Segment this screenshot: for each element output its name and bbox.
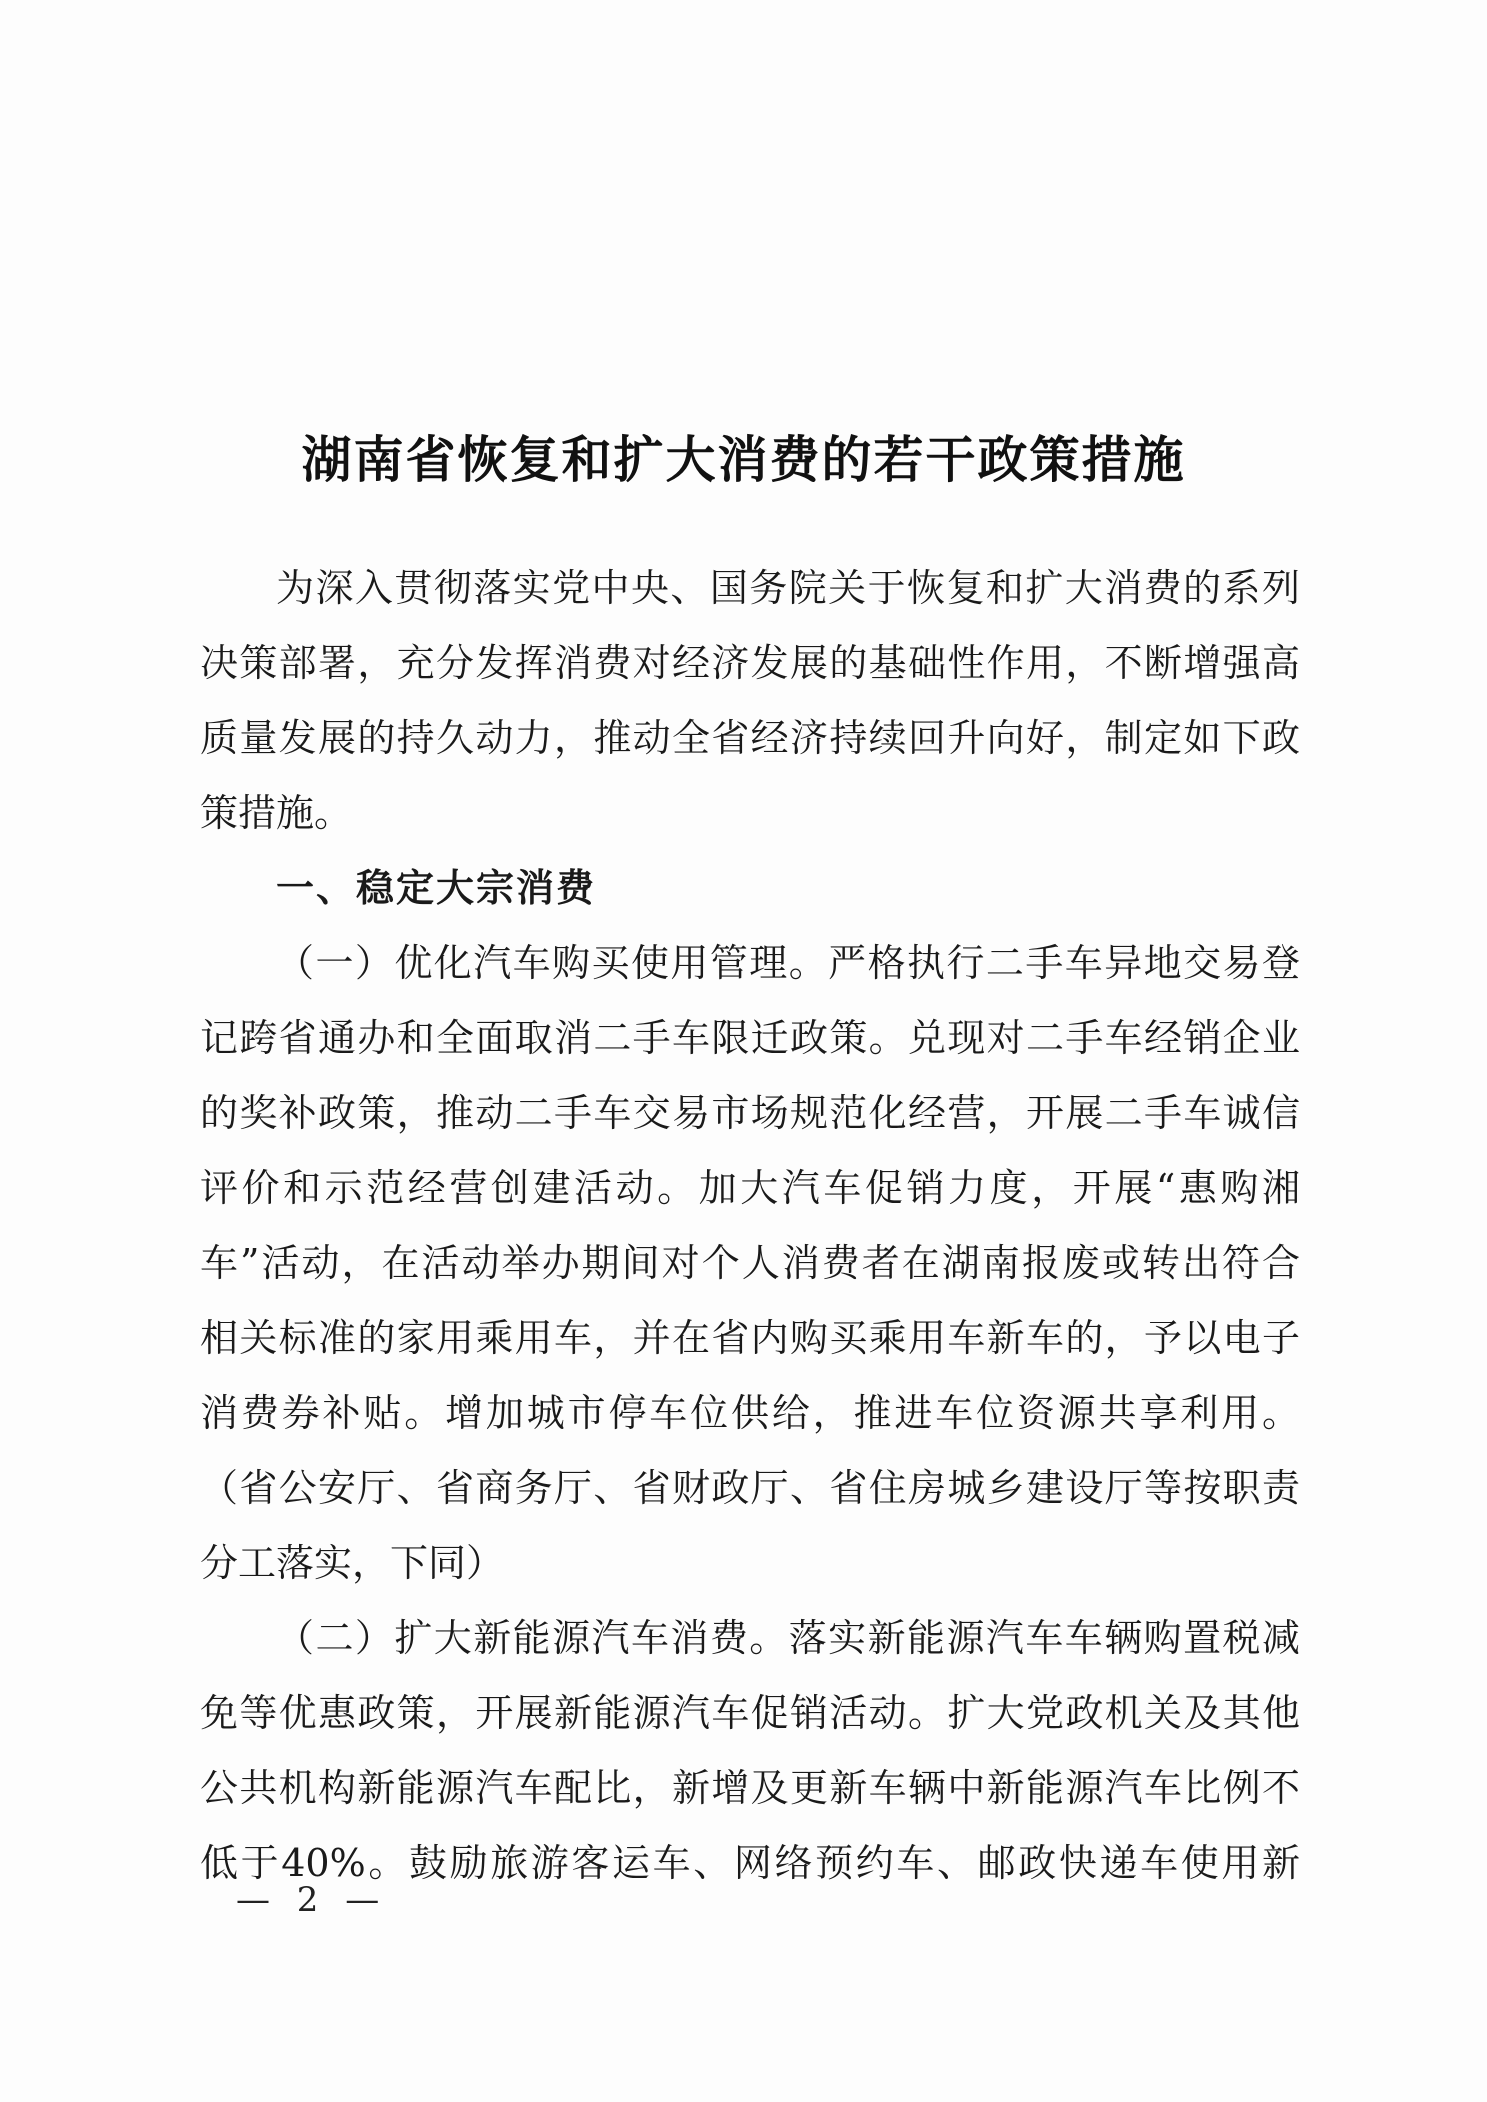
paragraph-line: 消费券补贴。增加城市停车位供给，推进车位资源共享利用。	[200, 1391, 1300, 1435]
paragraph-line: 低于40%。鼓励旅游客运车、网络预约车、邮政快递车使用新	[200, 1841, 1300, 1885]
paragraph-line: 公共机构新能源汽车配比，新增及更新车辆中新能源汽车比例不	[200, 1766, 1300, 1810]
paragraph-line: （二）扩大新能源汽车消费。落实新能源汽车车辆购置税减	[276, 1616, 1300, 1660]
paragraph-line: （一）优化汽车购买使用管理。严格执行二手车异地交易登	[276, 941, 1300, 985]
paragraph-line: （省公安厅、省商务厅、省财政厅、省住房城乡建设厅等按职责	[200, 1466, 1300, 1510]
paragraph-line: 车”活动，在活动举办期间对个人消费者在湖南报废或转出符合	[200, 1241, 1300, 1285]
paragraph-line: 记跨省通办和全面取消二手车限迁政策。兑现对二手车经销企业	[200, 1016, 1300, 1060]
paragraph-line: 为深入贯彻落实党中央、国务院关于恢复和扩大消费的系列	[276, 566, 1300, 610]
paragraph-line: 免等优惠政策，开展新能源汽车促销活动。扩大党政机关及其他	[200, 1691, 1300, 1735]
paragraph-line: 策措施。	[200, 791, 353, 835]
paragraph-line: 的奖补政策，推动二手车交易市场规范化经营，开展二手车诚信	[200, 1091, 1300, 1135]
section-heading: 一、稳定大宗消费	[276, 866, 597, 910]
paragraph-line: 分工落实，下同）	[200, 1541, 505, 1585]
paragraph-line: 质量发展的持久动力，推动全省经济持续回升向好，制定如下政	[200, 716, 1300, 760]
paragraph-line: 决策部署，充分发挥消费对经济发展的基础性作用，不断增强高	[200, 641, 1300, 685]
paragraph-line: 评价和示范经营创建活动。加大汽车促销力度，开展“惠购湘	[200, 1166, 1300, 1210]
paragraph-line: 相关标准的家用乘用车，并在省内购买乘用车新车的，予以电子	[200, 1316, 1300, 1360]
document-title: 湖南省恢复和扩大消费的若干政策措施	[301, 430, 1186, 489]
page-number: — 2 —	[236, 1880, 388, 1920]
